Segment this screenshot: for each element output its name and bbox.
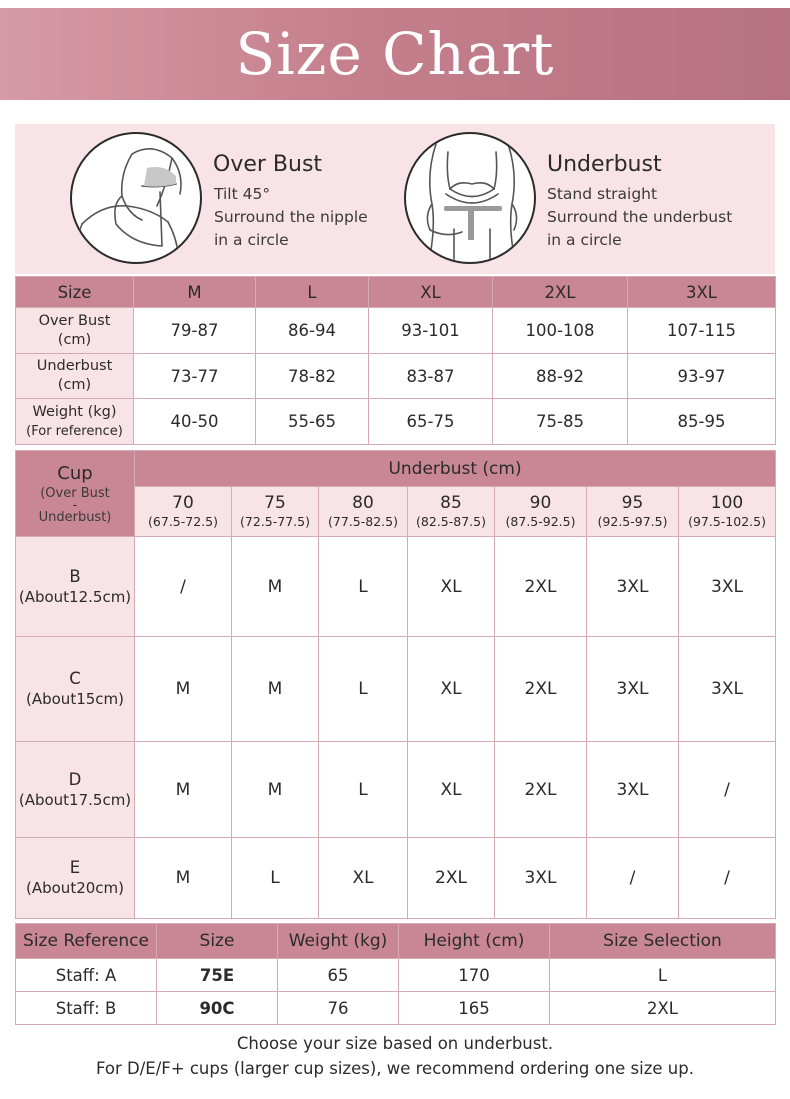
table-cell: M <box>232 742 319 838</box>
size-reference-table <box>15 923 776 1025</box>
table-row <box>16 992 776 1025</box>
size-table-header <box>16 277 776 308</box>
row-label-line: Over Bust <box>38 312 111 329</box>
cup-row-label <box>16 537 135 637</box>
cup-row-label <box>16 742 135 838</box>
page-title: Size Chart <box>235 20 555 88</box>
header-cell: L <box>256 277 369 308</box>
table-cell: 83-87 <box>369 354 493 399</box>
underbust-instructions <box>547 183 732 252</box>
underbust-range: (87.5-92.5) <box>505 514 576 529</box>
measurement-guide <box>15 124 775 274</box>
note-underbust: Choose your size based on underbust. <box>236 1034 554 1053</box>
underbust-size: 80 <box>352 493 374 513</box>
table-cell: 107-115 <box>628 308 776 354</box>
table-cell: XL <box>319 838 408 919</box>
row-label-line: Weight (kg) <box>32 403 117 420</box>
table-cell: 55-65 <box>256 399 369 445</box>
table-cell: XL <box>408 537 495 637</box>
underbust-size-cell <box>408 487 495 537</box>
cup-row-label <box>16 838 135 919</box>
over-bust-line: Surround the nipple <box>214 208 368 226</box>
underbust-title: Underbust <box>547 152 662 177</box>
cup-formula-line: (Over Bust <box>40 485 110 501</box>
cup-letter: E <box>69 858 81 877</box>
table-cell: 2XL <box>495 742 587 838</box>
table-cell: 90C <box>157 992 278 1025</box>
underbust-header: Underbust (cm) <box>135 451 776 487</box>
underbust-size: 100 <box>710 493 744 513</box>
cup-label: Cup <box>57 462 93 484</box>
cup-size-table <box>15 450 776 919</box>
row-label <box>16 399 134 445</box>
table-cell: 65 <box>278 959 399 992</box>
over-bust-title: Over Bust <box>213 152 323 177</box>
row-label-line: (For reference) <box>26 423 123 439</box>
table-cell: Staff: A <box>16 959 157 992</box>
table-cell: 85-95 <box>628 399 776 445</box>
table-cell: 3XL <box>679 637 776 742</box>
row-label-line: (cm) <box>57 331 92 348</box>
cup-row-e <box>16 838 776 919</box>
cup-row-d <box>16 742 776 838</box>
table-cell: 2XL <box>550 992 776 1025</box>
table-cell: 78-82 <box>256 354 369 399</box>
header-cell: XL <box>369 277 493 308</box>
underbust-line: in a circle <box>547 231 622 249</box>
table-cell: M <box>135 637 232 742</box>
table-cell: 79-87 <box>134 308 256 354</box>
table-cell: 65-75 <box>369 399 493 445</box>
table-cell: / <box>679 838 776 919</box>
underbust-range: (77.5-82.5) <box>328 514 398 529</box>
underbust-range: (67.5-72.5) <box>148 514 218 529</box>
cup-about: (About17.5cm) <box>18 790 132 809</box>
table-cell: 3XL <box>587 537 679 637</box>
over-bust-line: in a circle <box>214 231 289 249</box>
underbust-size-cell <box>495 487 587 537</box>
cup-row-label <box>16 637 135 742</box>
underbust-range: (92.5-97.5) <box>597 514 668 529</box>
underbust-size: 95 <box>621 493 644 513</box>
over-bust-instructions <box>214 183 368 252</box>
header-cell: 2XL <box>493 277 628 308</box>
underbust-size-cell <box>679 487 776 537</box>
cup-formula-line: - <box>72 497 78 513</box>
row-label <box>16 308 134 354</box>
cup-formula-line: Underbust) <box>38 509 112 525</box>
underbust-range: (97.5-102.5) <box>688 514 766 529</box>
table-cell: 2XL <box>408 838 495 919</box>
header-cell: Size <box>16 277 134 308</box>
underbust-size: 70 <box>172 493 194 513</box>
cup-header-cell <box>16 451 135 537</box>
underbust-illustration <box>404 132 536 264</box>
table-cell: XL <box>408 742 495 838</box>
cup-about: (About15cm) <box>26 690 124 708</box>
header-cell: Size Reference <box>16 924 157 959</box>
reference-header <box>16 924 776 959</box>
table-cell: 165 <box>399 992 550 1025</box>
row-label <box>16 354 134 399</box>
table-cell: / <box>135 537 232 637</box>
table-cell: 3XL <box>495 838 587 919</box>
table-cell: 100-108 <box>493 308 628 354</box>
header-cell: M <box>134 277 256 308</box>
table-cell: 76 <box>278 992 399 1025</box>
underbust-range: (72.5-77.5) <box>240 514 310 529</box>
table-cell: 3XL <box>679 537 776 637</box>
table-cell: 170 <box>399 959 550 992</box>
table-cell: 73-77 <box>134 354 256 399</box>
table-cell: 3XL <box>587 637 679 742</box>
table-cell: 2XL <box>495 637 587 742</box>
cup-formula <box>16 486 134 526</box>
note-cup-size: For D/E/F+ cups (larger cup sizes), we recommend ordering one size up. <box>96 1059 694 1078</box>
underbust-size-cell <box>319 487 408 537</box>
cup-letter: C <box>69 669 81 688</box>
table-cell: 75E <box>157 959 278 992</box>
underbust-size-cell <box>232 487 319 537</box>
row-label-line: (cm) <box>57 377 92 393</box>
table-cell: 3XL <box>587 742 679 838</box>
table-cell: Staff: B <box>16 992 157 1025</box>
table-row <box>16 354 776 399</box>
table-cell: 93-97 <box>628 354 776 399</box>
table-cell: / <box>587 838 679 919</box>
header-cell: Height (cm) <box>399 924 550 959</box>
table-cell: 88-92 <box>493 354 628 399</box>
header-cell: Size Selection <box>550 924 776 959</box>
underbust-size: 85 <box>440 493 462 513</box>
cup-letter: B <box>69 566 81 586</box>
underbust-size-cell <box>135 487 232 537</box>
underbust-line: Surround the underbust <box>547 208 733 226</box>
header-cell: Weight (kg) <box>278 924 399 959</box>
table-cell: M <box>135 838 232 919</box>
underbust-size-cell <box>587 487 679 537</box>
table-row <box>16 399 776 445</box>
over-bust-line: Tilt 45° <box>214 185 271 203</box>
table-cell: L <box>550 959 776 992</box>
title-banner <box>0 8 790 100</box>
table-cell: M <box>232 637 319 742</box>
cup-row-c <box>16 637 776 742</box>
cup-letter: D <box>68 769 82 789</box>
table-cell: XL <box>408 637 495 742</box>
header-cell: Size <box>157 924 278 959</box>
table-cell: L <box>319 537 408 637</box>
cup-about: (About12.5cm) <box>18 587 132 606</box>
table-row <box>16 959 776 992</box>
table-cell: L <box>319 637 408 742</box>
table-cell: L <box>232 838 319 919</box>
table-cell: M <box>232 537 319 637</box>
table-row <box>16 308 776 354</box>
cup-about: (About20cm) <box>26 879 124 897</box>
table-cell: 2XL <box>495 537 587 637</box>
underbust-range: (82.5-87.5) <box>416 514 486 529</box>
underbust-figure-icon <box>406 134 536 264</box>
table-cell: M <box>135 742 232 838</box>
underbust-size: 90 <box>529 493 552 513</box>
over-bust-figure-icon <box>72 134 202 264</box>
row-label-line: Underbust <box>36 358 113 374</box>
header-cell: 3XL <box>628 277 776 308</box>
table-cell: 40-50 <box>134 399 256 445</box>
table-cell: 86-94 <box>256 308 369 354</box>
over-bust-illustration <box>70 132 202 264</box>
table-cell: 75-85 <box>493 399 628 445</box>
cup-row-b <box>16 537 776 637</box>
table-cell: 93-101 <box>369 308 493 354</box>
table-cell: / <box>679 742 776 838</box>
size-table <box>15 276 776 445</box>
table-cell: L <box>319 742 408 838</box>
underbust-line: Stand straight <box>547 185 658 203</box>
cup-table-header <box>16 451 776 487</box>
underbust-size: 75 <box>264 493 286 513</box>
